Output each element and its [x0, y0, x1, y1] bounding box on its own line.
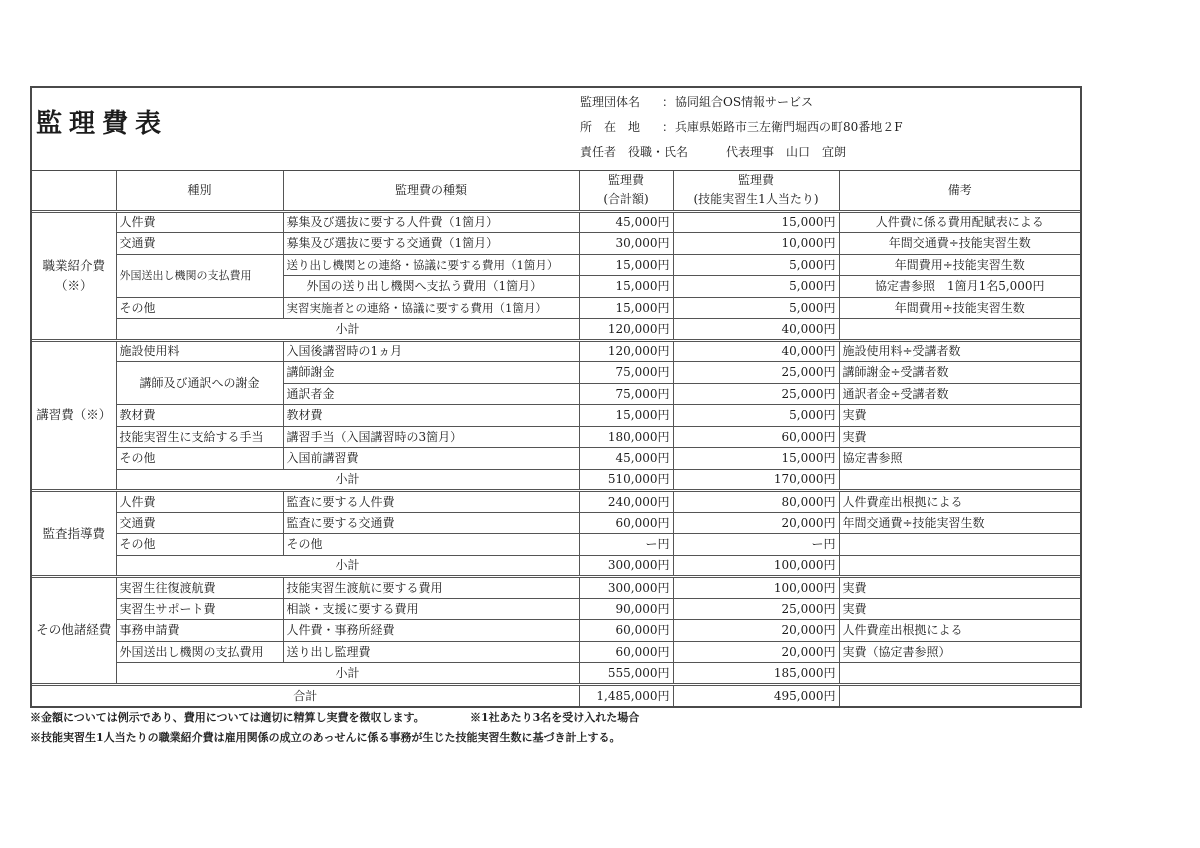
subtotal-per-person: 100,000円	[673, 555, 839, 577]
kind-cell: 人件費・事務所経費	[283, 620, 579, 642]
table-row	[32, 534, 1080, 556]
per-person-cell: ー円	[673, 534, 839, 556]
note-cell: 実費	[839, 577, 1080, 599]
kind-cell: 監査に要する人件費	[283, 491, 579, 513]
kind-cell: 送り出し機関との連絡・協議に要する費用（1箇月）	[283, 254, 579, 276]
total-cell: 120,000円	[579, 340, 673, 362]
table-row	[32, 340, 1080, 362]
total-cell: 30,000円	[579, 233, 673, 255]
type-cell: その他	[116, 448, 283, 470]
type-cell: 実習生サポート費	[116, 598, 283, 620]
per-person-cell: 5,000円	[673, 276, 839, 298]
subtotal-per-person: 185,000円	[673, 663, 839, 685]
info-value: 代表理事 山口 宜朗	[726, 145, 847, 159]
organization-info	[580, 90, 903, 165]
subtotal-total: 120,000円	[579, 319, 673, 341]
type-cell: 技能実習生に支給する手当	[116, 426, 283, 448]
note-cell: 人件費に係る費用配賦表による	[839, 211, 1080, 233]
category-cell	[32, 577, 116, 685]
per-person-cell: 15,000円	[673, 211, 839, 233]
fee-table	[32, 171, 1080, 706]
subtotal-per-person: 170,000円	[673, 469, 839, 491]
note-cell-empty	[839, 534, 1080, 556]
type-cell: 実習生往復渡航費	[116, 577, 283, 599]
table-row	[32, 362, 1080, 384]
per-person-cell: 20,000円	[673, 512, 839, 534]
note-cell-empty	[839, 663, 1080, 685]
kind-cell: 募集及び選抜に要する交通費（1箇月）	[283, 233, 579, 255]
table-row	[32, 577, 1080, 599]
subtotal-row	[32, 663, 1080, 685]
header-per-person-line1: 監理費	[737, 173, 774, 188]
grand-total-label: 合計	[32, 684, 579, 706]
subtotal-label: 小計	[116, 469, 579, 491]
total-cell: 15,000円	[579, 276, 673, 298]
total-cell: 75,000円	[579, 383, 673, 405]
category-label: 講習費（※）	[36, 407, 112, 423]
info-label: 責任者 役職・氏名	[580, 145, 689, 159]
footnotes	[30, 708, 639, 748]
table-row	[32, 211, 1080, 233]
kind-cell: 相談・支援に要する費用	[283, 598, 579, 620]
header-per-person-line2: (技能実習生1人当たり)	[693, 192, 819, 207]
table-row	[32, 641, 1080, 663]
grand-total-total: 1,485,000円	[579, 684, 673, 706]
note-cell-empty	[839, 684, 1080, 706]
header-row	[32, 171, 1080, 211]
footnote-line-2: ※技能実習生1人当たりの職業紹介費は雇用関係の成立のあっせんに係る事務が生じた技能実習生数に基づき計上する。	[30, 731, 621, 744]
note-cell: 人件費産出根拠による	[839, 491, 1080, 513]
note-cell-empty	[839, 319, 1080, 341]
info-label: 監理団体名	[580, 95, 641, 109]
header-total	[579, 171, 673, 211]
note-cell-empty	[839, 555, 1080, 577]
total-cell: 45,000円	[579, 448, 673, 470]
info-separator: ：	[662, 120, 675, 134]
per-person-cell: 10,000円	[673, 233, 839, 255]
table-row	[32, 254, 1080, 276]
note-cell: 講師謝金÷受講者数	[839, 362, 1080, 384]
total-cell: 300,000円	[579, 577, 673, 599]
table-row	[32, 620, 1080, 642]
table-row	[32, 491, 1080, 513]
category-cell	[32, 340, 116, 491]
footnote-assumption: ※1社あたり3名を受け入れた場合	[470, 711, 640, 724]
category-mark: （※）	[54, 277, 93, 293]
per-person-cell: 20,000円	[673, 641, 839, 663]
kind-cell: 実習実施者との連絡・協議に要する費用（1箇月）	[283, 297, 579, 319]
kind-cell: 技能実習生渡航に要する費用	[283, 577, 579, 599]
info-line-address	[580, 115, 903, 140]
per-person-cell: 100,000円	[673, 577, 839, 599]
info-line-responsible	[580, 140, 903, 165]
type-cell: 教材費	[116, 405, 283, 427]
type-cell: その他	[116, 297, 283, 319]
total-cell: 75,000円	[579, 362, 673, 384]
kind-cell: 募集及び選抜に要する人件費（1箇月）	[283, 211, 579, 233]
grand-total-row	[32, 684, 1080, 706]
subtotal-total: 555,000円	[579, 663, 673, 685]
per-person-cell: 25,000円	[673, 362, 839, 384]
subtotal-label: 小計	[116, 663, 579, 685]
document-title: 監理費表	[36, 109, 169, 139]
subtotal-row	[32, 319, 1080, 341]
subtotal-row	[32, 469, 1080, 491]
per-person-cell: 40,000円	[673, 340, 839, 362]
header-per-person	[673, 171, 839, 211]
type-cell: 事務申請費	[116, 620, 283, 642]
note-cell: 施設使用料÷受講者数	[839, 340, 1080, 362]
total-cell: 15,000円	[579, 405, 673, 427]
table-row	[32, 426, 1080, 448]
total-cell: 60,000円	[579, 620, 673, 642]
type-cell: 外国送出し機関の支払費用	[116, 641, 283, 663]
subtotal-label: 小計	[116, 319, 579, 341]
per-person-cell: 60,000円	[673, 426, 839, 448]
note-cell: 年間費用÷技能実習生数	[839, 297, 1080, 319]
category-label: 職業紹介費	[42, 257, 105, 273]
total-cell: 15,000円	[579, 297, 673, 319]
type-cell: 施設使用料	[116, 340, 283, 362]
category-label: 監査指導費	[42, 525, 105, 541]
type-cell: 交通費	[116, 233, 283, 255]
table-row	[32, 512, 1080, 534]
fee-sheet	[30, 86, 1082, 708]
info-separator: ：	[662, 95, 675, 109]
grand-total-per-person: 495,000円	[673, 684, 839, 706]
info-value: 協同組合OS情報サービス	[675, 95, 814, 109]
note-cell: 協定書参照 1箇月1名5,000円	[839, 276, 1080, 298]
header-category	[32, 171, 116, 211]
kind-cell: 講師謝金	[283, 362, 579, 384]
kind-cell: 送り出し監理費	[283, 641, 579, 663]
kind-cell: 通訳者金	[283, 383, 579, 405]
per-person-cell: 15,000円	[673, 448, 839, 470]
info-label: 所 在 地	[580, 120, 641, 134]
subtotal-per-person: 40,000円	[673, 319, 839, 341]
kind-cell: その他	[283, 534, 579, 556]
header-kind: 監理費の種類	[283, 171, 579, 211]
type-cell: 人件費	[116, 211, 283, 233]
subtotal-total: 510,000円	[579, 469, 673, 491]
note-cell: 実費	[839, 426, 1080, 448]
note-cell: 実費（協定書参照）	[839, 641, 1080, 663]
category-cell	[32, 491, 116, 577]
table-row	[32, 598, 1080, 620]
total-cell: 240,000円	[579, 491, 673, 513]
category-cell	[32, 211, 116, 340]
per-person-cell: 25,000円	[673, 598, 839, 620]
note-cell: 通訳者金÷受講者数	[839, 383, 1080, 405]
note-cell-empty	[839, 469, 1080, 491]
note-cell: 年間交通費÷技能実習生数	[839, 233, 1080, 255]
header-total-line1: 監理費	[607, 173, 644, 188]
type-cell: その他	[116, 534, 283, 556]
header-total-line2: (合計額)	[603, 192, 649, 207]
per-person-cell: 5,000円	[673, 405, 839, 427]
sheet-header	[32, 88, 1080, 171]
kind-cell: 講習手当（入国講習時の3箇月）	[283, 426, 579, 448]
total-cell: 180,000円	[579, 426, 673, 448]
subtotal-row	[32, 555, 1080, 577]
note-cell: 実費	[839, 598, 1080, 620]
total-cell: 90,000円	[579, 598, 673, 620]
per-person-cell: 80,000円	[673, 491, 839, 513]
table-row	[32, 297, 1080, 319]
total-cell: 60,000円	[579, 512, 673, 534]
info-line-organization	[580, 90, 903, 115]
info-value: 兵庫県姫路市三左衛門堀西の町80番地２F	[675, 120, 903, 134]
subtotal-total: 300,000円	[579, 555, 673, 577]
section-training-fee	[32, 340, 1080, 491]
table-row	[32, 233, 1080, 255]
total-cell: 15,000円	[579, 254, 673, 276]
note-cell: 年間交通費÷技能実習生数	[839, 512, 1080, 534]
kind-cell: 入国後講習時の1ヵ月	[283, 340, 579, 362]
grand-total	[32, 684, 1080, 706]
total-cell: 45,000円	[579, 211, 673, 233]
footnote-amount: ※金額については例示であり、費用については適切に精算し実費を徴収します。	[30, 711, 425, 724]
per-person-cell: 20,000円	[673, 620, 839, 642]
subtotal-label: 小計	[116, 555, 579, 577]
per-person-cell: 5,000円	[673, 254, 839, 276]
note-cell: 人件費産出根拠による	[839, 620, 1080, 642]
footnote-line-1	[30, 708, 639, 728]
per-person-cell: 5,000円	[673, 297, 839, 319]
table-header	[32, 171, 1080, 211]
category-label: その他諸経費	[36, 622, 112, 638]
table-row	[32, 448, 1080, 470]
note-cell: 実費	[839, 405, 1080, 427]
kind-cell: 教材費	[283, 405, 579, 427]
type-cell: 人件費	[116, 491, 283, 513]
section-misc-expenses	[32, 577, 1080, 685]
kind-cell: 外国の送り出し機関へ支払う費用（1箇月）	[283, 276, 579, 298]
section-audit-fee	[32, 491, 1080, 577]
note-cell: 年間費用÷技能実習生数	[839, 254, 1080, 276]
type-cell: 外国送出し機関の支払費用	[116, 254, 283, 297]
type-cell: 交通費	[116, 512, 283, 534]
per-person-cell: 25,000円	[673, 383, 839, 405]
table-row	[32, 405, 1080, 427]
total-cell: ー円	[579, 534, 673, 556]
kind-cell: 入国前講習費	[283, 448, 579, 470]
note-cell: 協定書参照	[839, 448, 1080, 470]
header-type: 種別	[116, 171, 283, 211]
section-placement-fee	[32, 211, 1080, 340]
header-note: 備考	[839, 171, 1080, 211]
type-cell: 講師及び通訳への謝金	[116, 362, 283, 405]
total-cell: 60,000円	[579, 641, 673, 663]
kind-cell: 監査に要する交通費	[283, 512, 579, 534]
